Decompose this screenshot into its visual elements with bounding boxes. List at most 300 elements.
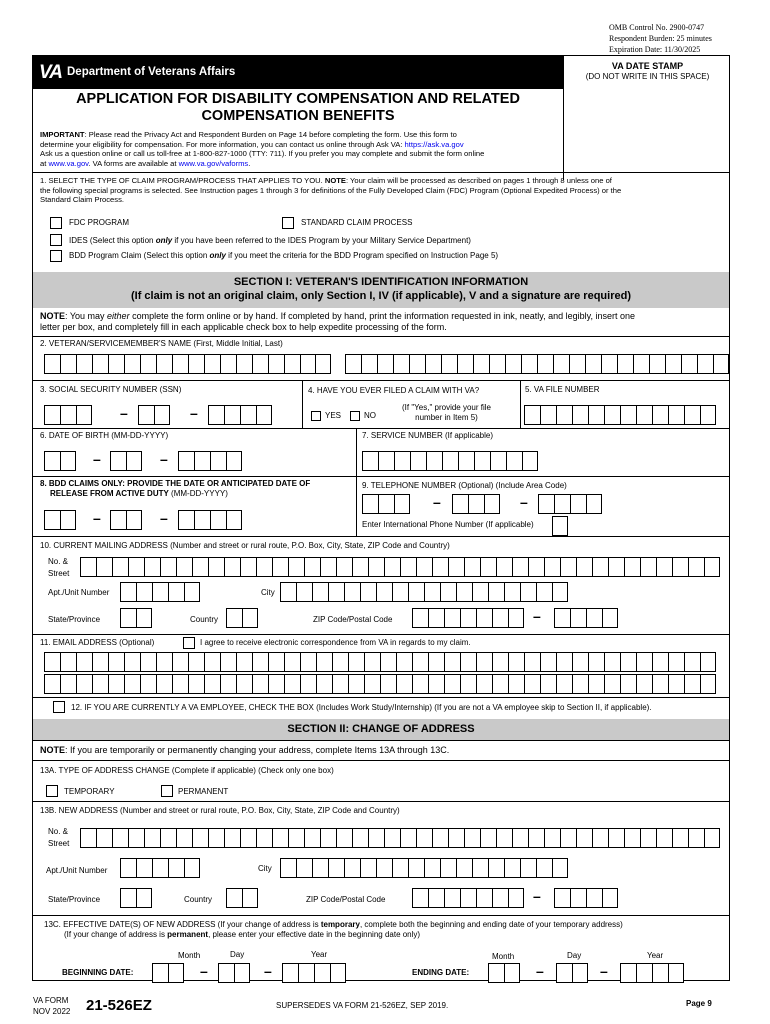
char-box[interactable] [80,557,96,577]
fdc-checkbox[interactable] [50,217,62,229]
char-box[interactable] [428,608,444,628]
email-agree-checkbox[interactable] [183,637,195,649]
char-box[interactable] [473,354,489,374]
char-box[interactable] [556,405,572,425]
char-box[interactable] [554,888,570,908]
char-box[interactable] [608,557,624,577]
char-box[interactable] [409,354,425,374]
char-box[interactable] [476,888,492,908]
char-box[interactable] [208,405,224,425]
char-box[interactable] [620,405,636,425]
char-box[interactable] [700,652,716,672]
zip-ext-boxes[interactable] [554,608,618,628]
char-box[interactable] [178,451,194,471]
vaforms-link[interactable]: www.va.gov/vaforms [178,158,249,168]
char-box[interactable] [460,674,476,694]
standard-claim-checkbox[interactable] [282,217,294,229]
char-box[interactable] [396,652,412,672]
char-box[interactable] [624,828,640,848]
char-box[interactable] [240,405,256,425]
char-box[interactable] [268,674,284,694]
char-box[interactable] [172,354,188,374]
char-box[interactable] [432,828,448,848]
char-box[interactable] [425,354,441,374]
char-box[interactable] [410,451,426,471]
phone-prefix[interactable] [452,494,500,514]
char-box[interactable] [688,828,704,848]
char-box[interactable] [332,652,348,672]
char-box[interactable] [204,674,220,694]
char-box[interactable] [256,828,272,848]
char-box[interactable] [524,652,540,672]
char-box[interactable] [188,652,204,672]
char-box[interactable] [480,557,496,577]
char-box[interactable] [442,451,458,471]
va-employee-checkbox[interactable] [53,701,65,713]
char-box[interactable] [188,674,204,694]
char-box[interactable] [128,828,144,848]
char-box[interactable] [136,582,152,602]
char-box[interactable] [44,652,60,672]
char-box[interactable] [508,652,524,672]
char-box[interactable] [124,652,140,672]
char-box[interactable] [76,354,92,374]
char-box[interactable] [344,858,360,878]
char-box[interactable] [684,652,700,672]
char-box[interactable] [572,405,588,425]
char-box[interactable] [226,608,242,628]
char-box[interactable] [524,405,540,425]
char-box[interactable] [168,582,184,602]
char-box[interactable] [120,858,136,878]
char-box[interactable] [361,354,377,374]
char-box[interactable] [96,828,112,848]
char-box[interactable] [556,674,572,694]
char-box[interactable] [184,582,200,602]
char-box[interactable] [140,652,156,672]
char-box[interactable] [592,828,608,848]
char-box[interactable] [316,652,332,672]
char-box[interactable] [468,494,484,514]
char-box[interactable] [252,354,268,374]
char-box[interactable] [328,858,344,878]
char-box[interactable] [330,963,346,983]
char-box[interactable] [428,652,444,672]
char-box[interactable] [588,674,604,694]
char-box[interactable] [684,405,700,425]
char-box[interactable] [44,451,60,471]
char-box[interactable] [364,674,380,694]
apt-boxes[interactable] [120,582,200,602]
char-box[interactable] [92,354,108,374]
char-box[interactable] [140,354,156,374]
char-box[interactable] [640,828,656,848]
char-box[interactable] [348,674,364,694]
char-box[interactable] [416,828,432,848]
char-box[interactable] [168,963,184,983]
char-box[interactable] [300,674,316,694]
char-box[interactable] [76,405,92,425]
char-box[interactable] [704,557,720,577]
char-box[interactable] [96,557,112,577]
char-box[interactable] [144,557,160,577]
city-boxes[interactable] [280,582,568,602]
char-box[interactable] [538,494,554,514]
char-box[interactable] [700,674,716,694]
char-box[interactable] [156,354,172,374]
char-box[interactable] [441,354,457,374]
char-box[interactable] [408,582,424,602]
char-box[interactable] [112,557,128,577]
char-box[interactable] [412,608,428,628]
char-box[interactable] [208,557,224,577]
char-box[interactable] [520,858,536,878]
new-city-boxes[interactable] [280,858,568,878]
char-box[interactable] [604,405,620,425]
char-box[interactable] [160,828,176,848]
new-street-boxes[interactable] [80,828,720,848]
temporary-checkbox[interactable] [46,785,58,797]
char-box[interactable] [522,451,538,471]
char-box[interactable] [380,674,396,694]
char-box[interactable] [284,652,300,672]
begin-month-boxes[interactable] [152,963,184,983]
char-box[interactable] [681,354,697,374]
char-box[interactable] [360,858,376,878]
char-box[interactable] [236,674,252,694]
char-box[interactable] [154,405,170,425]
char-box[interactable] [284,354,300,374]
char-box[interactable] [188,354,204,374]
char-box[interactable] [524,674,540,694]
char-box[interactable] [364,652,380,672]
char-box[interactable] [553,354,569,374]
char-box[interactable] [44,510,60,530]
char-box[interactable] [540,674,556,694]
char-box[interactable] [633,354,649,374]
no-checkbox[interactable] [350,411,360,421]
char-box[interactable] [560,828,576,848]
char-box[interactable] [444,652,460,672]
char-box[interactable] [476,652,492,672]
state-boxes[interactable] [120,608,152,628]
char-box[interactable] [124,674,140,694]
dob-month[interactable] [44,451,76,471]
char-box[interactable] [488,582,504,602]
char-box[interactable] [604,674,620,694]
char-box[interactable] [508,608,524,628]
char-box[interactable] [569,354,585,374]
char-box[interactable] [444,608,460,628]
char-box[interactable] [572,963,588,983]
char-box[interactable] [540,652,556,672]
char-box[interactable] [506,451,522,471]
char-box[interactable] [296,858,312,878]
char-box[interactable] [160,557,176,577]
name-boxes-mi[interactable] [315,354,331,374]
char-box[interactable] [496,557,512,577]
char-box[interactable] [384,828,400,848]
char-box[interactable] [460,888,476,908]
char-box[interactable] [194,451,210,471]
char-box[interactable] [472,858,488,878]
char-box[interactable] [268,354,284,374]
char-box[interactable] [172,652,188,672]
char-box[interactable] [234,963,250,983]
char-box[interactable] [242,888,258,908]
char-box[interactable] [652,652,668,672]
char-box[interactable] [312,858,328,878]
char-box[interactable] [284,674,300,694]
char-box[interactable] [336,557,352,577]
char-box[interactable] [345,354,361,374]
char-box[interactable] [120,888,136,908]
char-box[interactable] [521,354,537,374]
char-box[interactable] [220,652,236,672]
char-box[interactable] [380,652,396,672]
char-box[interactable] [570,888,586,908]
char-box[interactable] [480,828,496,848]
char-box[interactable] [315,354,331,374]
char-box[interactable] [536,858,552,878]
char-box[interactable] [588,652,604,672]
char-box[interactable] [178,510,194,530]
ssn-serial[interactable] [208,405,272,425]
char-box[interactable] [416,557,432,577]
char-box[interactable] [268,652,284,672]
char-box[interactable] [124,354,140,374]
char-box[interactable] [512,557,528,577]
char-box[interactable] [298,963,314,983]
char-box[interactable] [194,510,210,530]
char-box[interactable] [476,608,492,628]
char-box[interactable] [110,451,126,471]
char-box[interactable] [60,674,76,694]
char-box[interactable] [488,963,504,983]
char-box[interactable] [112,828,128,848]
name-boxes-last[interactable] [345,354,729,374]
char-box[interactable] [426,451,442,471]
char-box[interactable] [636,652,652,672]
char-box[interactable] [60,405,76,425]
char-box[interactable] [184,858,200,878]
char-box[interactable] [400,557,416,577]
char-box[interactable] [256,557,272,577]
va-file-number-boxes[interactable] [524,405,716,425]
char-box[interactable] [377,354,393,374]
char-box[interactable] [304,828,320,848]
release-day[interactable] [110,510,142,530]
vagov-link[interactable]: www.va.gov [48,158,89,168]
char-box[interactable] [60,652,76,672]
char-box[interactable] [652,963,668,983]
end-year-boxes[interactable] [620,963,684,983]
char-box[interactable] [392,582,408,602]
new-apt-boxes[interactable] [120,858,200,878]
char-box[interactable] [362,494,378,514]
char-box[interactable] [440,858,456,878]
char-box[interactable] [556,652,572,672]
char-box[interactable] [44,354,60,374]
char-box[interactable] [428,674,444,694]
country-boxes[interactable] [226,608,258,628]
char-box[interactable] [508,674,524,694]
char-box[interactable] [508,888,524,908]
bdd-checkbox[interactable] [50,250,62,262]
end-month-boxes[interactable] [488,963,520,983]
char-box[interactable] [176,557,192,577]
char-box[interactable] [424,858,440,878]
char-box[interactable] [152,582,168,602]
char-box[interactable] [392,858,408,878]
char-box[interactable] [412,674,428,694]
char-box[interactable] [92,652,108,672]
char-box[interactable] [192,828,208,848]
char-box[interactable] [652,674,668,694]
char-box[interactable] [440,582,456,602]
char-box[interactable] [488,858,504,878]
char-box[interactable] [688,557,704,577]
char-box[interactable] [394,451,410,471]
char-box[interactable] [668,963,684,983]
char-box[interactable] [128,557,144,577]
dob-day[interactable] [110,451,142,471]
end-day-boxes[interactable] [556,963,588,983]
char-box[interactable] [576,557,592,577]
char-box[interactable] [156,674,172,694]
char-box[interactable] [460,608,476,628]
char-box[interactable] [496,828,512,848]
char-box[interactable] [656,828,672,848]
char-box[interactable] [586,494,602,514]
char-box[interactable] [528,557,544,577]
char-box[interactable] [592,557,608,577]
char-box[interactable] [368,557,384,577]
char-box[interactable] [520,582,536,602]
char-box[interactable] [456,582,472,602]
begin-year-boxes[interactable] [282,963,346,983]
char-box[interactable] [620,674,636,694]
char-box[interactable] [136,888,152,908]
intl-phone-boxes[interactable] [552,516,568,536]
char-box[interactable] [282,963,298,983]
char-box[interactable] [456,858,472,878]
char-box[interactable] [76,674,92,694]
service-number-boxes[interactable] [362,451,538,471]
char-box[interactable] [586,608,602,628]
char-box[interactable] [352,828,368,848]
char-box[interactable] [204,652,220,672]
char-box[interactable] [136,608,152,628]
char-box[interactable] [556,963,572,983]
char-box[interactable] [412,652,428,672]
char-box[interactable] [204,354,220,374]
char-box[interactable] [224,405,240,425]
char-box[interactable] [252,674,268,694]
char-box[interactable] [636,674,652,694]
char-box[interactable] [224,557,240,577]
char-box[interactable] [256,405,272,425]
char-box[interactable] [400,828,416,848]
char-box[interactable] [328,582,344,602]
char-box[interactable] [242,608,258,628]
char-box[interactable] [432,557,448,577]
email-boxes-row2[interactable] [44,674,716,694]
char-box[interactable] [60,451,76,471]
phone-area-code[interactable] [362,494,410,514]
char-box[interactable] [120,582,136,602]
char-box[interactable] [492,674,508,694]
char-box[interactable] [312,582,328,602]
char-box[interactable] [368,828,384,848]
release-year[interactable] [178,510,242,530]
char-box[interactable] [504,858,520,878]
char-box[interactable] [60,354,76,374]
char-box[interactable] [528,828,544,848]
char-box[interactable] [152,963,168,983]
char-box[interactable] [444,888,460,908]
char-box[interactable] [649,354,665,374]
char-box[interactable] [586,888,602,908]
char-box[interactable] [444,674,460,694]
char-box[interactable] [226,888,242,908]
char-box[interactable] [236,354,252,374]
char-box[interactable] [489,354,505,374]
char-box[interactable] [457,354,473,374]
char-box[interactable] [210,451,226,471]
char-box[interactable] [44,674,60,694]
char-box[interactable] [624,557,640,577]
char-box[interactable] [272,828,288,848]
char-box[interactable] [572,652,588,672]
char-box[interactable] [384,557,400,577]
char-box[interactable] [552,516,568,536]
char-box[interactable] [668,674,684,694]
char-box[interactable] [697,354,713,374]
zip-boxes[interactable] [412,608,524,628]
char-box[interactable] [76,652,92,672]
new-zip-ext-boxes[interactable] [554,888,618,908]
char-box[interactable] [604,652,620,672]
dob-year[interactable] [178,451,242,471]
char-box[interactable] [554,608,570,628]
char-box[interactable] [360,582,376,602]
char-box[interactable] [92,674,108,694]
phone-line[interactable] [538,494,602,514]
char-box[interactable] [452,494,468,514]
permanent-checkbox[interactable] [161,785,173,797]
char-box[interactable] [376,582,392,602]
char-box[interactable] [378,494,394,514]
char-box[interactable] [484,494,500,514]
char-box[interactable] [126,510,142,530]
ssn-group[interactable] [138,405,170,425]
char-box[interactable] [570,494,586,514]
char-box[interactable] [210,510,226,530]
char-box[interactable] [288,828,304,848]
char-box[interactable] [537,354,553,374]
char-box[interactable] [236,652,252,672]
char-box[interactable] [576,828,592,848]
char-box[interactable] [252,652,268,672]
char-box[interactable] [344,582,360,602]
char-box[interactable] [316,674,332,694]
char-box[interactable] [192,557,208,577]
char-box[interactable] [620,963,636,983]
char-box[interactable] [348,652,364,672]
char-box[interactable] [636,405,652,425]
char-box[interactable] [240,557,256,577]
